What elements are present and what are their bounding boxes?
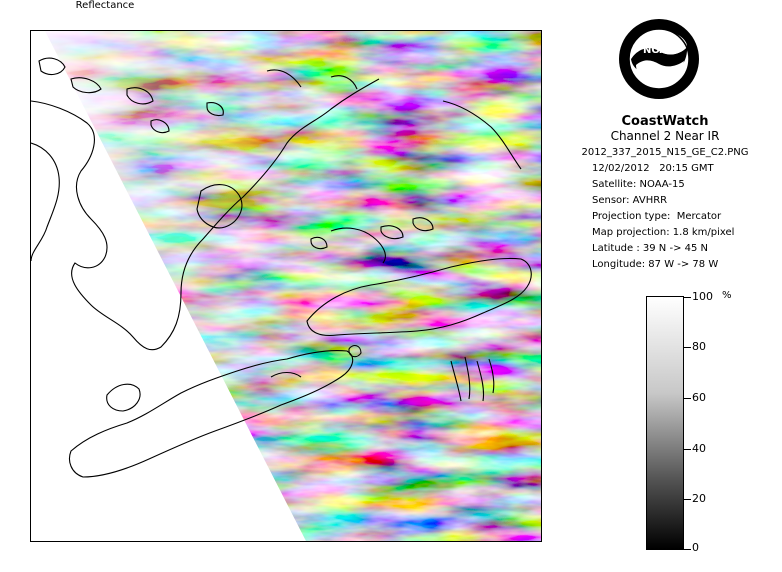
colorbar-tick-label: 60 [692,391,706,404]
colorbar-tick [684,449,691,450]
noaa-logo-text: NOAA [642,45,676,56]
meta-satellite: Satellite: NOAA-15 [592,179,685,190]
colorbar-tick-label: 40 [692,442,706,455]
meta-latitude: Latitude : 39 N -> 45 N [592,243,709,254]
reflectance-colorbar [646,296,684,550]
colorbar-tick-label: 20 [692,492,706,505]
time-value: 20:15 GMT [659,163,714,174]
colorbar-tick [684,297,691,298]
meta-projection-type: Projection type: Mercator [592,211,722,222]
colorbar-unit: % [722,290,732,301]
colorbar-tick-label: 0 [692,541,699,554]
meta-map-projection: Map projection: 1.8 km/pixel [592,227,735,238]
satellite-image [31,31,542,542]
colorbar-tick [684,499,691,500]
colorbar-title: Reflectance [75,0,135,11]
noaa-logo [618,18,700,100]
meta-sensor: Sensor: AVHRR [592,195,668,206]
meta-longitude: Longitude: 87 W -> 78 W [592,259,719,270]
channel-label: Channel 2 Near IR [610,129,720,143]
colorbar-tick-label: 80 [692,340,706,353]
date-value: 12/02/2012 [592,163,650,174]
colorbar-tick [684,398,691,399]
colorbar-tick [684,549,691,550]
date-time [592,163,714,174]
file-name: 2012_337_2015_N15_GE_C2.PNG [581,147,749,158]
brand-title: CoastWatch [621,114,709,129]
colorbar-tick-label: 100 [692,290,713,303]
satellite-image-map [30,30,542,542]
colorbar-tick [684,347,691,348]
